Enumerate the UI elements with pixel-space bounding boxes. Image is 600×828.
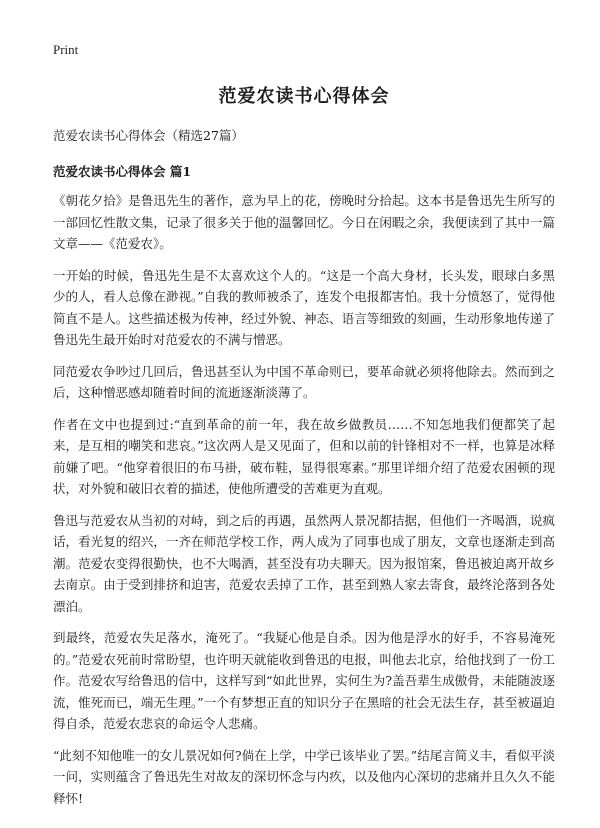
paragraph-5: 鲁迅与范爱农从当初的对峙，到之后的再遇，虽然两人景况都拮据，但他们一齐喝酒，说疯话，看光复的绍兴，一齐在师范学校工作，两人成为了同事也成了朋友，文章也逐渐走到高潮。范爱农变得很勤快，也不大喝酒，甚至没有功夫聊天。因为报馆案，鲁迅被迫离开故乡去南京。由于受到排挤和迫害，范爱农丢掉了工作，甚至到熟人家去寄食，最终沦落到各处漂泊。	[53, 512, 555, 614]
paragraph-2: 一开始的时候，鲁迅先生是不太喜欢这个人的。“这是一个高大身材，长头发，眼球白多黑少的人，看人总像在渺视。”自我的教师被杀了，连发个电报都害怕。我十分愤怒了，觉得他简直不是人。这些描述极为传神，经过外貌、神态、语言等细致的刻画，生动形象地传递了鲁迅先生最开始时对范爱农的不满与憎恶。	[53, 267, 555, 347]
document-title: 范爱农读书心得体会	[218, 86, 390, 107]
document-subtitle: 范爱农读书心得体会（精选27篇）	[53, 128, 244, 143]
section-heading: 范爱农读书心得体会 篇1	[53, 164, 192, 179]
print-link[interactable]: Print	[53, 42, 79, 57]
paragraph-4: 作者在文中也提到过:“直到革命的前一年，我在故乡做教员……不知怎地我们便都笑了起来，是互相的嘲笑和悲哀。”这次两人是又见面了，但和以前的针锋相对不一样，也算是冰释前嫌了吧。“他穿着很旧的布马褂，破布鞋，显得很寒素。”那里详细介绍了范爱农困顿的现状，对外貌和破旧衣着的描述，使他所遭受的苦难更为直观。	[53, 416, 555, 496]
paragraph-7: “此刻不知他唯一的女儿景况如何?倘在上学，中学已该毕业了罢。”结尾言简义丰，看似平淡一问，实则蕴含了鲁迅先生对故友的深切怀念与内疚，以及他内心深切的悲痛并且久久不能释怀!	[53, 747, 555, 806]
paragraph-6: 到最终，范爱农失足落水，淹死了。“我疑心他是自杀。因为他是浮水的好手，不容易淹死的。”范爱农死前时常盼望，也许明天就能收到鲁迅的电报，叫他去北京，给他找到了一份工作。范爱农写给鲁迅的信中，这样写到“如此世界，实何生为?盖吾辈生成傲骨，未能随波逐流，惟死而已，端无生理。”一个有梦想正直的知识分子在黑暗的社会无法生存，甚至被逼迫得自杀，范爱农悲哀的命运令人悲痛。	[53, 630, 555, 731]
paragraph-1: 《朝花夕拾》是鲁迅先生的著作，意为早上的花，傍晚时分拾起。这本书是鲁迅先生所写的一部回忆性散文集，记录了很多关于他的温馨回忆。今日在闲暇之余，我便读到了其中一篇文章——《范爱农》。	[53, 193, 555, 251]
paragraph-3: 同范爱农争吵过几回后，鲁迅甚至认为中国不革命则已，要革命就必须将他除去。然而到之后，这种憎恶感却随着时间的流逝逐渐淡薄了。	[53, 363, 555, 400]
